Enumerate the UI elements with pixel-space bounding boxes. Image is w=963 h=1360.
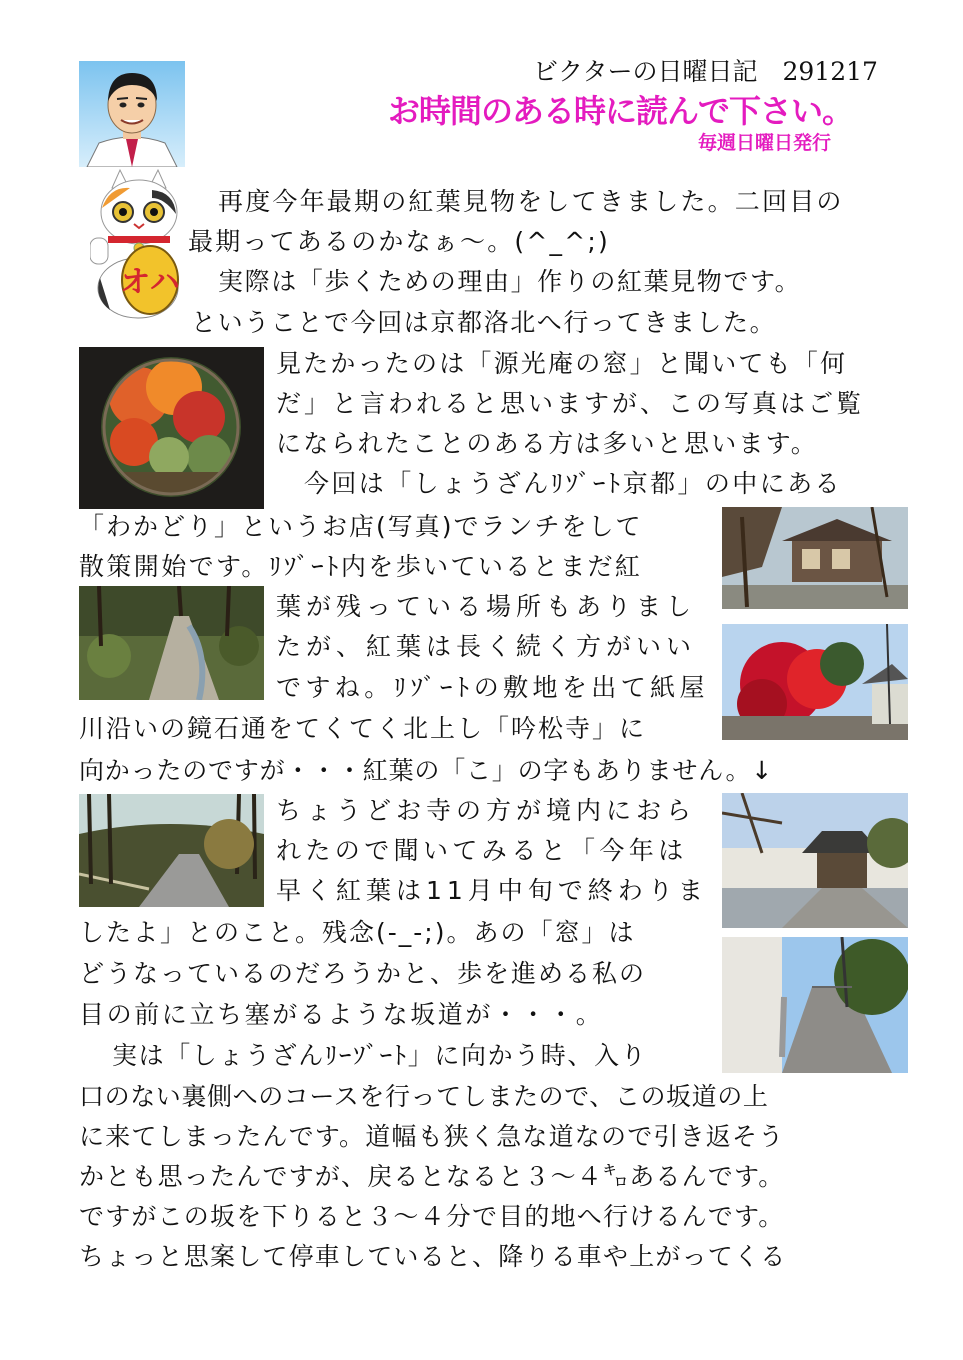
text-line: 川沿いの鏡石通をてくてく北上し「吟松寺」に <box>79 714 647 743</box>
text-line: ということで今回は京都洛北へ行ってきました。 <box>191 308 777 337</box>
text-line: になられたことのある方は多いと思います。 <box>276 429 819 458</box>
text-line: 「わかどり」というお店(写真)でランチをして <box>79 512 643 541</box>
text-line: ちょっと思案して停車していると、降りる車や上がってくる <box>79 1242 787 1271</box>
text-line: 実際は「歩くための理由」作りの紅葉見物です。 <box>218 267 802 296</box>
text-line: たが、紅葉は長く続く方がいい <box>276 632 697 661</box>
cat-coin-text: オハ <box>120 265 180 300</box>
text-line: どうなっているのだろうかと、歩を進める私の <box>79 959 647 988</box>
text-line: かとも思ったんですが、戻るとなると３～４㌔あるんです。 <box>79 1162 785 1191</box>
steep-slope-photo <box>722 937 908 1073</box>
text-line: ですがこの坂を下りると３～４分で目的地へ行けるんです。 <box>79 1202 785 1231</box>
temple-gate-photo <box>722 793 908 928</box>
restaurant-photo <box>722 507 908 609</box>
beckoning-cat-image <box>90 168 186 320</box>
text-line: れたので聞いてみると「今年は <box>276 836 688 865</box>
diary-subtitle: お時間のある時に読んで下さい。 <box>388 92 854 130</box>
text-line: 葉が残っている場所もありまし <box>276 592 697 621</box>
text-line: したよ」とのこと。残念(-_-;)。あの「窓」は <box>79 918 636 947</box>
text-line: 早く紅葉は11月中旬で終わりま <box>276 876 708 905</box>
text-line: 向かったのですが・・・紅葉の「こ」の字もありません。↓ <box>79 756 774 785</box>
red-maple-photo <box>722 624 908 740</box>
text-line: 見たかったのは「源光庵の窓」と聞いても「何 <box>276 349 848 378</box>
text-line: 最期ってあるのかなぁ～。(^_^;) <box>188 227 610 256</box>
text-line: だ」と言われると思いますが、この写真はご覧 <box>276 389 865 418</box>
text-line: 今回は「しょうざんﾘｿﾞｰﾄ京都」の中にある <box>304 469 842 498</box>
text-line: に来てしまったんです。道幅も狭く急な道なので引き返そう <box>79 1122 785 1151</box>
text-line: 口のない裏側へのコースを行ってしまたので、この坂道の上 <box>79 1082 769 1111</box>
text-line: 再度今年最期の紅葉見物をしてきました。二回目の <box>218 187 844 216</box>
forest-road-photo <box>79 794 264 907</box>
round-window-photo <box>79 347 264 509</box>
text-line: ちょうどお寺の方が境内におら <box>276 796 697 825</box>
text-line: ですね。ﾘｿﾞｰﾄの敷地を出て紙屋 <box>276 673 709 702</box>
text-line: 実は「しょうざんﾘｰｿﾞｰﾄ」に向かう時、入り <box>112 1041 648 1070</box>
garden-path-photo <box>79 586 264 700</box>
text-line: 散策開始です。ﾘｿﾞｰﾄ内を歩いているとまだ紅 <box>79 552 643 581</box>
author-portrait <box>79 61 185 167</box>
publication-note: 毎週日曜日発行 <box>698 132 832 154</box>
text-line: 目の前に立ち塞がるような坂道が・・・。 <box>79 1000 604 1029</box>
diary-title: ビクターの日曜日記 291217 <box>533 57 878 86</box>
